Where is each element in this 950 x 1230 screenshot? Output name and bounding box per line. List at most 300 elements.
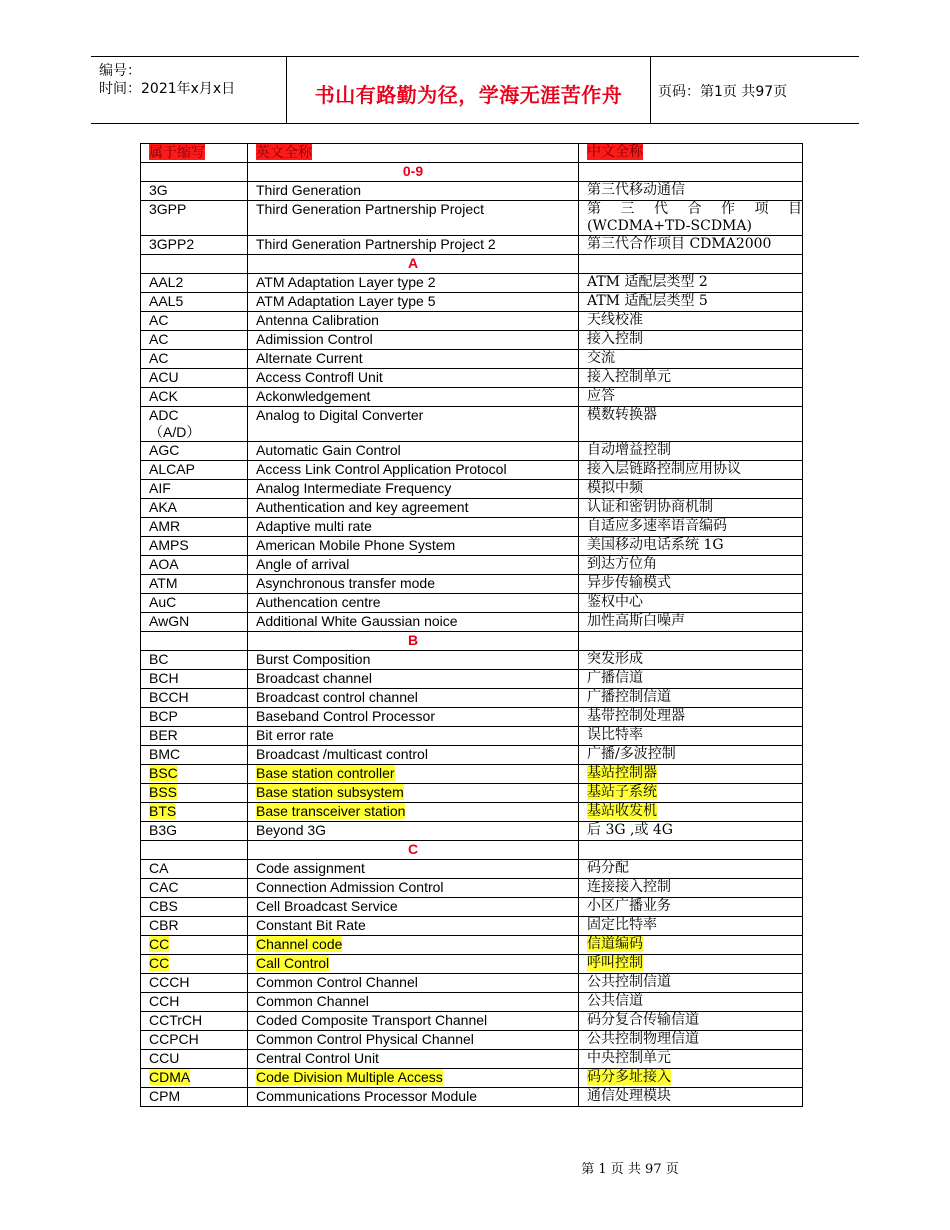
table-row: [141, 1050, 803, 1069]
cell-chinese-text: 码分复合传输信道: [587, 1012, 699, 1028]
cell-chinese-text: 美国移动电话系统 1G: [587, 537, 724, 553]
cell-english: [248, 518, 579, 537]
cell-chinese-text: 鉴权中心: [587, 594, 643, 610]
table-row: [141, 955, 803, 974]
cell-english: [248, 1031, 579, 1050]
cell-chinese-text: 接入控制: [587, 331, 643, 347]
cell-chinese: [579, 917, 803, 936]
cell-abbr: [141, 312, 248, 331]
table-row: [141, 974, 803, 993]
cell-abbr: [141, 594, 248, 613]
cell-english: [248, 879, 579, 898]
cell-chinese: [579, 182, 803, 201]
cell-chinese-text: 信道编码: [587, 936, 643, 952]
cell-abbr-text: AMPS: [149, 537, 189, 553]
cell-abbr: [141, 556, 248, 575]
table-row: [141, 350, 803, 369]
cell-english-text: Baseband Control Processor: [256, 708, 435, 724]
cell-english: [248, 537, 579, 556]
cell-english-text: ATM Adaptation Layer type 2: [256, 274, 436, 290]
cell-abbr: [141, 708, 248, 727]
table-row: [141, 879, 803, 898]
cell-abbr: [141, 575, 248, 594]
table-row: [141, 442, 803, 461]
cell-abbr-text: 3G: [149, 182, 168, 198]
cell-english-text: Additional White Gaussian noice: [256, 613, 458, 629]
cell-english-text: Base transceiver station: [256, 803, 406, 819]
cell-abbr-text: AC: [149, 331, 169, 347]
cell-abbr-text: BCP: [149, 708, 178, 724]
cell-chinese: [579, 860, 803, 879]
cell-english: [248, 369, 579, 388]
cell-english: [248, 293, 579, 312]
cell-english: [248, 936, 579, 955]
table-row: [141, 860, 803, 879]
cell-abbr-text: CPM: [149, 1088, 181, 1104]
cell-abbr-text: BCCH: [149, 689, 189, 705]
cell-abbr-text: AwGN: [149, 613, 190, 629]
cell-chinese-text: 广播信道: [587, 670, 643, 686]
cell-chinese-text: 误比特率: [587, 727, 643, 743]
cell-english: [248, 727, 579, 746]
cell-chinese: [579, 369, 803, 388]
cell-chinese: [579, 955, 803, 974]
cell-english-text: Ackonwledgement: [256, 388, 371, 404]
table-row: [141, 518, 803, 537]
cell-english: [248, 331, 579, 350]
cell-abbr-text: CBR: [149, 917, 179, 933]
cell-abbr-text: CCPCH: [149, 1031, 199, 1047]
cell-english: [248, 388, 579, 407]
cell-chinese-text: 呼叫控制: [587, 955, 643, 971]
cell-chinese: [579, 765, 803, 784]
cell-english: [248, 442, 579, 461]
cell-chinese-text: 基带控制处理器: [587, 708, 685, 724]
cell-english-text: Base station controller: [256, 765, 395, 781]
cell-english: [248, 651, 579, 670]
table-row: [141, 556, 803, 575]
section-header-row: [141, 255, 803, 274]
cell-abbr-text: BER: [149, 727, 178, 743]
table-row: [141, 727, 803, 746]
cell-chinese: [579, 1031, 803, 1050]
cell-abbr-text: BSS: [149, 784, 178, 800]
cell-english-text: Asynchronous transfer mode: [256, 575, 435, 591]
doc-code-label: 编号：: [99, 63, 141, 79]
cell-english: [248, 407, 579, 442]
cell-english: [248, 689, 579, 708]
cell-abbr-text: CC: [149, 955, 170, 971]
cell-abbr-text: ADC: [149, 407, 179, 423]
cell-chinese: [579, 708, 803, 727]
cell-english: [248, 765, 579, 784]
table-row: [141, 613, 803, 632]
cell-english: [248, 499, 579, 518]
table-row: [141, 575, 803, 594]
cell-chinese-text: 码分多址接入: [587, 1069, 671, 1085]
cell-abbr: [141, 236, 248, 255]
table-row: [141, 708, 803, 727]
table-row: [141, 274, 803, 293]
cell-chinese-text: 认证和密钥协商机制: [587, 499, 713, 515]
cell-chinese: [579, 936, 803, 955]
cell-chinese-text: 异步传输模式: [587, 575, 671, 591]
cell-chinese: [579, 480, 803, 499]
cell-chinese-text: 自动增益控制: [587, 442, 671, 458]
cell-abbr-text: CAC: [149, 879, 179, 895]
cell-english: [248, 350, 579, 369]
cell-english-text: Channel code: [256, 936, 343, 952]
cell-abbr-text: BCH: [149, 670, 179, 686]
cell-english-text: Code Division Multiple Access: [256, 1069, 443, 1085]
cell-abbr-text: AC: [149, 312, 169, 328]
table-row: [141, 651, 803, 670]
cell-english-text: Third Generation Partnership Project: [256, 201, 484, 217]
cell-english-text: Adaptive multi rate: [256, 518, 372, 534]
section-empty-cell: [141, 163, 248, 182]
cell-chinese-text: 码分配: [587, 860, 629, 876]
table-row: [141, 388, 803, 407]
section-header-row: [141, 163, 803, 182]
cell-chinese: [579, 331, 803, 350]
cell-chinese-text: 中央控制单元: [587, 1050, 671, 1066]
cell-english: [248, 955, 579, 974]
cell-english-text: Base station subsystem: [256, 784, 404, 800]
cell-abbr: [141, 822, 248, 841]
cell-english-text: Alternate Current: [256, 350, 363, 366]
table-row: [141, 746, 803, 765]
cell-abbr-text: ACU: [149, 369, 179, 385]
cell-chinese: [579, 442, 803, 461]
cell-chinese: [579, 293, 803, 312]
cell-chinese: [579, 575, 803, 594]
cell-english-text: ATM Adaptation Layer type 5: [256, 293, 436, 309]
table-row: [141, 461, 803, 480]
cell-english-text: Common Control Channel: [256, 974, 418, 990]
cell-chinese: [579, 670, 803, 689]
cell-chinese: [579, 822, 803, 841]
cell-chinese: [579, 1069, 803, 1088]
cell-english-text: Burst Composition: [256, 651, 371, 667]
cell-english-text: Analog Intermediate Frequency: [256, 480, 452, 496]
header-page-label: 页码：第1页 共97页: [658, 84, 788, 100]
doc-time-label: 时间：2021年x月x日: [99, 81, 236, 97]
section-empty-cell: [579, 163, 803, 182]
cell-english: [248, 746, 579, 765]
header-motto-cell: [286, 57, 651, 123]
cell-abbr-text: CCH: [149, 993, 180, 1009]
cell-abbr: [141, 1069, 248, 1088]
cell-chinese: [579, 312, 803, 331]
cell-english-text: Third Generation Partnership Project 2: [256, 236, 496, 252]
cell-abbr-text: CC: [149, 936, 170, 952]
section-header-row: [141, 841, 803, 860]
cell-chinese: [579, 974, 803, 993]
cell-chinese: [579, 537, 803, 556]
table-row: [141, 993, 803, 1012]
section-empty-cell: [579, 841, 803, 860]
cell-english: [248, 556, 579, 575]
cell-english-text: Connection Admission Control: [256, 879, 444, 895]
cell-english-text: Bit error rate: [256, 727, 334, 743]
cell-abbr: [141, 955, 248, 974]
cell-abbr: [141, 936, 248, 955]
cell-abbr-text: BMC: [149, 746, 181, 762]
cell-chinese-text: 突发形成: [587, 651, 643, 667]
cell-chinese: [579, 898, 803, 917]
page-header: [91, 56, 859, 124]
cell-abbr: [141, 1012, 248, 1031]
table-row: [141, 670, 803, 689]
cell-chinese-text: 第三代合作项目 CDMA2000: [587, 236, 772, 252]
cell-abbr: [141, 879, 248, 898]
section-header-row: [141, 632, 803, 651]
cell-english-text: Authencation centre: [256, 594, 381, 610]
cell-english: [248, 461, 579, 480]
cell-chinese-text: 第三代移动通信: [587, 182, 685, 198]
table-row: [141, 201, 803, 236]
cell-chinese-text: 接入控制单元: [587, 369, 671, 385]
cell-chinese: [579, 407, 803, 442]
cell-abbr-text: ALCAP: [149, 461, 195, 477]
section-empty-cell: [579, 255, 803, 274]
table-row: [141, 312, 803, 331]
cell-abbr: [141, 461, 248, 480]
table-row: [141, 369, 803, 388]
table-row: [141, 236, 803, 255]
table-row: [141, 822, 803, 841]
table-row: [141, 1012, 803, 1031]
cell-english-text: American Mobile Phone System: [256, 537, 456, 553]
cell-chinese: [579, 746, 803, 765]
cell-abbr: [141, 651, 248, 670]
cell-abbr-text: AIF: [149, 480, 171, 496]
table-row: [141, 480, 803, 499]
cell-english-text: Central Control Unit: [256, 1050, 379, 1066]
cell-chinese: [579, 613, 803, 632]
cell-abbr-text: AAL5: [149, 293, 184, 309]
cell-chinese: [579, 689, 803, 708]
cell-abbr-text-line2: （A/D）: [149, 424, 201, 440]
cell-english: [248, 822, 579, 841]
header-left-cell: [91, 57, 286, 123]
table-row: [141, 1031, 803, 1050]
cell-abbr: [141, 388, 248, 407]
cell-abbr: [141, 670, 248, 689]
cell-english-text: Coded Composite Transport Channel: [256, 1012, 488, 1028]
cell-chinese: [579, 993, 803, 1012]
cell-chinese-text: 基站控制器: [587, 765, 657, 781]
cell-english: [248, 1012, 579, 1031]
table-row: [141, 1088, 803, 1107]
cell-chinese: [579, 388, 803, 407]
cell-english-text: Broadcast channel: [256, 670, 372, 686]
cell-english: [248, 201, 579, 236]
table-row: [141, 784, 803, 803]
cell-abbr-text: BSC: [149, 765, 178, 781]
section-letter: B: [248, 632, 579, 651]
cell-chinese-text: 第 三 代 合 作 项 目: [587, 201, 802, 217]
cell-english: [248, 274, 579, 293]
cell-abbr-text: AMR: [149, 518, 181, 534]
cell-chinese-text: 小区广播业务: [587, 898, 671, 914]
cell-english-text: Automatic Gain Control: [256, 442, 401, 458]
cell-abbr: [141, 331, 248, 350]
cell-abbr: [141, 974, 248, 993]
cell-english: [248, 974, 579, 993]
cell-english: [248, 480, 579, 499]
cell-english: [248, 803, 579, 822]
cell-chinese-text-line2: (WCDMA+TD-SCDMA): [587, 218, 752, 234]
cell-chinese-text: 后 3G ,或 4G: [587, 822, 673, 838]
table-row: [141, 182, 803, 201]
glossary-table: [140, 143, 803, 1107]
cell-abbr-text: B3G: [149, 822, 178, 838]
cell-chinese: [579, 499, 803, 518]
cell-abbr-text: BC: [149, 651, 169, 667]
cell-abbr: [141, 442, 248, 461]
cell-abbr: [141, 765, 248, 784]
cell-english-text: Angle of arrival: [256, 556, 350, 572]
cell-chinese-text: 广播/多波控制: [587, 746, 676, 762]
cell-chinese-text: 天线校准: [587, 312, 643, 328]
cell-abbr-text: CDMA: [149, 1069, 191, 1085]
cell-chinese-text: 基站子系统: [587, 784, 657, 800]
table-row: [141, 1069, 803, 1088]
cell-abbr: [141, 898, 248, 917]
cell-chinese: [579, 201, 803, 236]
cell-english: [248, 1069, 579, 1088]
cell-chinese-text: 自适应多速率语音编码: [587, 518, 727, 534]
cell-english: [248, 670, 579, 689]
cell-english: [248, 236, 579, 255]
cell-english-text: Code assignment: [256, 860, 365, 876]
column-header-zh: 中文全称: [579, 144, 803, 163]
cell-abbr: [141, 746, 248, 765]
table-row: [141, 689, 803, 708]
header-right-cell: [650, 57, 859, 123]
cell-abbr: [141, 201, 248, 236]
cell-abbr: [141, 1088, 248, 1107]
cell-chinese: [579, 727, 803, 746]
section-empty-cell: [579, 632, 803, 651]
cell-english-text: Common Control Physical Channel: [256, 1031, 474, 1047]
table-row: [141, 898, 803, 917]
section-empty-cell: [141, 632, 248, 651]
cell-abbr: [141, 917, 248, 936]
table-row: [141, 917, 803, 936]
cell-chinese-text: 加性高斯白噪声: [587, 613, 685, 629]
cell-abbr-text: ACK: [149, 388, 178, 404]
cell-abbr-text: AC: [149, 350, 169, 366]
cell-chinese-text: 公共控制物理信道: [587, 1031, 699, 1047]
cell-abbr-text: CCTrCH: [149, 1012, 203, 1028]
cell-english: [248, 312, 579, 331]
table-header-row: [141, 144, 803, 163]
table-row: [141, 537, 803, 556]
cell-chinese: [579, 1050, 803, 1069]
cell-abbr: [141, 993, 248, 1012]
cell-english-text: Broadcast /multicast control: [256, 746, 428, 762]
cell-abbr: [141, 407, 248, 442]
cell-english-text: Communications Processor Module: [256, 1088, 477, 1104]
cell-chinese: [579, 784, 803, 803]
cell-english-text: Access Controfl Unit: [256, 369, 383, 385]
cell-english-text: Beyond 3G: [256, 822, 327, 838]
cell-abbr-text: CA: [149, 860, 169, 876]
cell-english: [248, 1050, 579, 1069]
cell-abbr-text: 3GPP: [149, 201, 187, 217]
cell-english-text: Common Channel: [256, 993, 369, 1009]
table-row: [141, 765, 803, 784]
cell-chinese: [579, 350, 803, 369]
cell-abbr: [141, 784, 248, 803]
header-motto: 书山有路勤为径，学海无涯苦作舟: [314, 83, 623, 107]
table-row: [141, 293, 803, 312]
section-empty-cell: [141, 841, 248, 860]
cell-chinese-text: 模数转换器: [587, 407, 657, 423]
cell-chinese: [579, 556, 803, 575]
cell-abbr: [141, 1050, 248, 1069]
cell-english-text: Broadcast control channel: [256, 689, 418, 705]
cell-abbr-text: ATM: [149, 575, 178, 591]
cell-chinese-text: 模拟中频: [587, 480, 643, 496]
cell-english-text: Authentication and key agreement: [256, 499, 469, 515]
cell-english: [248, 708, 579, 727]
cell-abbr: [141, 369, 248, 388]
cell-english: [248, 917, 579, 936]
cell-abbr-text: AuC: [149, 594, 177, 610]
cell-chinese-text: ATM 适配层类型 2: [587, 274, 708, 290]
cell-chinese: [579, 594, 803, 613]
cell-english-text: Third Generation: [256, 182, 362, 198]
cell-abbr: [141, 803, 248, 822]
section-letter: 0-9: [248, 163, 579, 182]
cell-abbr: [141, 518, 248, 537]
cell-english: [248, 182, 579, 201]
cell-english: [248, 860, 579, 879]
cell-abbr-text: CCCH: [149, 974, 190, 990]
cell-chinese-text: 固定比特率: [587, 917, 657, 933]
cell-english: [248, 575, 579, 594]
cell-abbr-text: AAL2: [149, 274, 184, 290]
cell-chinese-text: ATM 适配层类型 5: [587, 293, 708, 309]
cell-english-text: Antenna Calibration: [256, 312, 379, 328]
cell-chinese-text: 接入层链路控制应用协议: [587, 461, 741, 477]
cell-chinese-text: 到达方位角: [587, 556, 657, 572]
cell-english: [248, 993, 579, 1012]
cell-chinese-text: 连接接入控制: [587, 879, 671, 895]
table-row: [141, 936, 803, 955]
cell-chinese-text: 应答: [587, 388, 615, 404]
cell-abbr-text: AKA: [149, 499, 178, 515]
cell-chinese: [579, 803, 803, 822]
cell-english: [248, 613, 579, 632]
cell-chinese: [579, 651, 803, 670]
page-footer: 第 1 页 共 97 页: [581, 1162, 679, 1177]
column-header-en: 英文全称: [248, 144, 579, 163]
cell-chinese: [579, 879, 803, 898]
cell-chinese: [579, 461, 803, 480]
cell-abbr: [141, 689, 248, 708]
cell-chinese: [579, 274, 803, 293]
table-row: [141, 803, 803, 822]
cell-chinese-text: 广播控制信道: [587, 689, 671, 705]
cell-chinese-text: 公共信道: [587, 993, 643, 1009]
cell-abbr-text: 3GPP2: [149, 236, 195, 252]
cell-chinese-text: 公共控制信道: [587, 974, 671, 990]
cell-abbr: [141, 274, 248, 293]
